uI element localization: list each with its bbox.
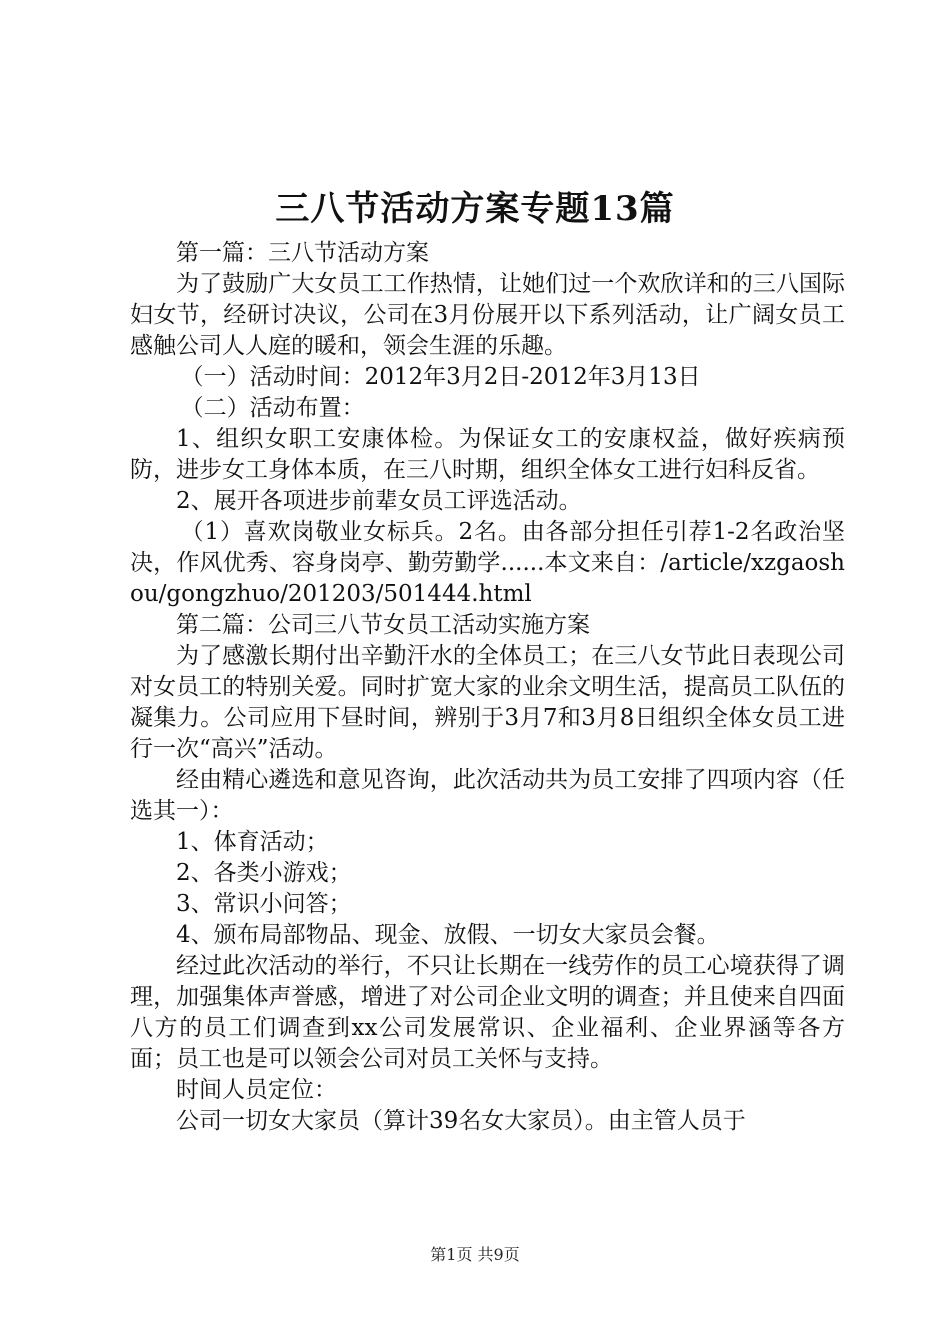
list-item: 1、体育活动； (176, 829, 329, 855)
list-item: 2、各类小游戏； (176, 860, 352, 886)
paragraph: 经由精心遴选和意见咨询，此次活动共为员工安排了四项内容（任选其一）： (130, 767, 845, 824)
paragraph: 公司一切女大家员（算计39名女大家员）。由主管人员于 (176, 1108, 746, 1134)
document-title: 三八节活动方案专题13篇 (275, 189, 675, 229)
section-heading: 第一篇：三八节活动方案 (176, 240, 429, 266)
document-body (130, 238, 845, 1137)
list-item: 3、常识小问答； (176, 891, 352, 917)
paragraph: 为了鼓励广大女员工工作热情，让她们过一个欢欣详和的三八国际妇女节，经研讨决议，公司在3月份展开以下系列活动，让广阔女员工感触公司人人庭的暖和，领会生涯的乐趣。 (130, 271, 845, 359)
section-heading: 第二篇：公司三八节女员工活动实施方案 (176, 612, 590, 638)
paragraph: （1）喜欢岗敬业女标兵。2名。由各部分担任引荐1-2名政治坚决，作风优秀、容身岗亭、勤劳勤学......本文来自：/article/xzgaoshou/gongzhuo/201203/501444.html (130, 519, 845, 607)
page-footer: 第1页 共9页 (430, 1245, 520, 1264)
paragraph: （二）活动布置： (180, 395, 365, 421)
paragraph: 经过此次活动的举行，不只让长期在一线劳作的员工心境获得了调理，加强集体声誉感，增进了对公司企业文明的调查；并且使来自四面八方的员工们调查到xx公司发展常识、企业福利、企业界涵等各方面；员工也是可以领会公司对员工关怀与支持。 (130, 953, 845, 1072)
list-item: 4、颁布局部物品、现金、放假、一切女大家员会餐。 (176, 922, 720, 948)
paragraph: 为了感激长期付出辛勤汗水的全体员工；在三八女节此日表现公司对女员工的特别关爱。同时扩宽大家的业余文明生活，提高员工队伍的凝集力。公司应用下昼时间，辨别于3月7和3月8日组织全体女员工进行一次“高兴”活动。 (130, 643, 845, 762)
paragraph: 2、展开各项进步前辈女员工评选活动。 (176, 488, 582, 514)
paragraph: （一）活动时间：2012年3月2日-2012年3月13日 (180, 364, 701, 390)
paragraph: 时间人员定位： (176, 1077, 337, 1103)
paragraph: 1、组织女职工安康体检。为保证女工的安康权益，做好疾病预防，进步女工身体本质，在三八时期，组织全体女工进行妇科反省。 (130, 426, 845, 483)
